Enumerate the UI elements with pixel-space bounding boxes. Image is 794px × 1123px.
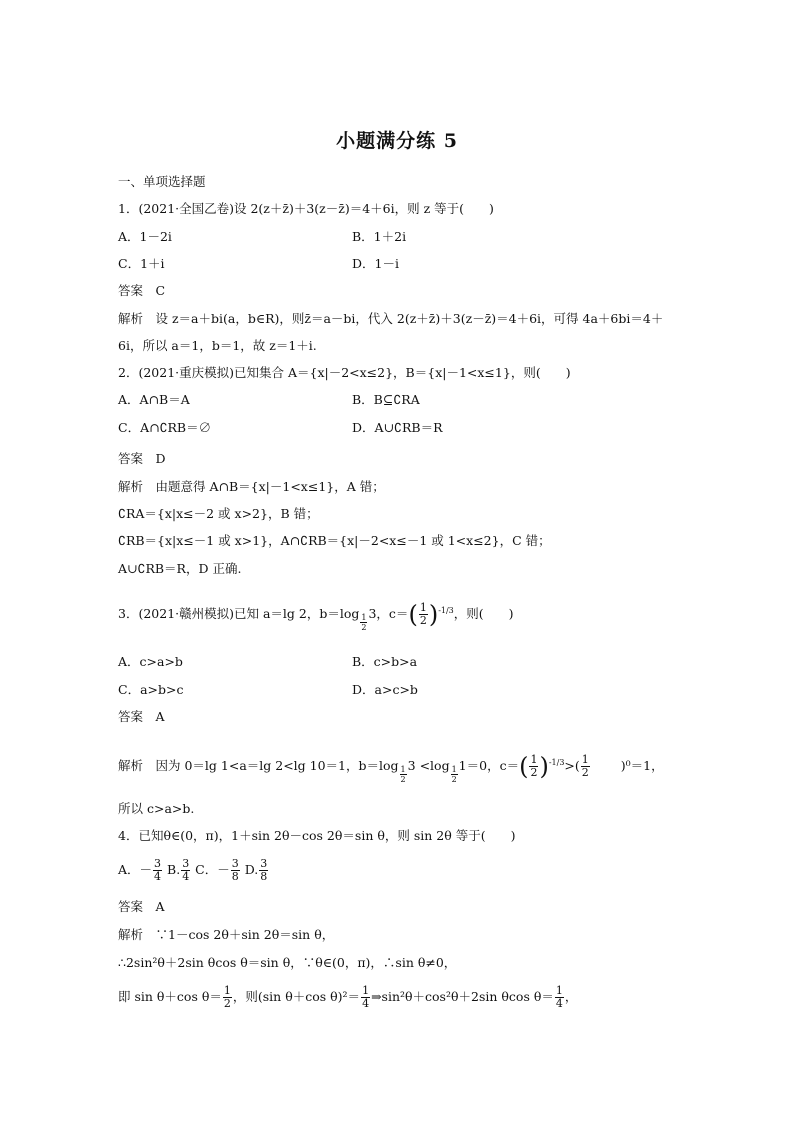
- q3-an-c-num: 1: [530, 753, 538, 766]
- q3-c-exponent: -1/3: [438, 605, 454, 615]
- q2-option-a: A．A∩B＝A: [118, 392, 190, 407]
- q4-analysis-line2: ∴2sin²θ＋2sin θcos θ＝sin θ，∵θ∈(0，π)，∴sin θ≠0，: [118, 955, 457, 970]
- q1-analysis-line1: 解析 设 z＝a＋bi(a，b∈R)，则z̄＝a－bi，代入 2(z＋z̄)＋3(z－z̄)＝4＋6i，可得 4a＋6bi＝4＋: [118, 311, 664, 326]
- q3-analysis-line2: 所以 c>a>b.: [118, 801, 195, 816]
- q3-stem-end: ，则( ): [453, 606, 514, 621]
- q4-analysis-line3: [118, 985, 577, 1010]
- q1-option-b: B．1＋2i: [352, 229, 407, 244]
- q2-answer: 答案 D: [118, 451, 166, 466]
- q4-l3-f2-den: 4: [362, 997, 370, 1010]
- q4-a-den: 4: [154, 870, 162, 883]
- q3-stem-mid: 3，c＝: [368, 606, 409, 621]
- q3-answer: 答案 A: [118, 709, 165, 724]
- q2-analysis-line1: 解析 由题意得 A∩B＝{x|－1<x≤1}，A 错；: [118, 479, 385, 494]
- q3-c-num: 1: [419, 601, 427, 614]
- q4-option-d: D.: [244, 862, 259, 877]
- q3-analysis-mid: 3 <log: [407, 758, 450, 773]
- q2-analysis-line3: ∁RB＝{x|x≤－1 或 x>1}，A∩∁RB＝{x|－2<x≤－1 或 1<x≤2}，C 错；: [118, 533, 551, 548]
- q3-option-d: D．a>c>b: [352, 682, 418, 697]
- q4-answer: 答案 A: [118, 899, 165, 914]
- q3-an-base2-den: 2: [451, 775, 457, 784]
- q2-option-c: C．A∩∁RB＝∅: [118, 420, 212, 435]
- q3-stem: 3．(2021·赣州模拟)已知 a＝lg 2，b＝log $\frac{1}{2}$ 3，c＝( $\frac{1}{2}$ )$^{-1/3}$，则( ): [118, 600, 514, 632]
- q3-analysis-text: 解析 因为 0＝lg 1<a＝lg 2<lg 10＝1，b＝log: [118, 758, 399, 773]
- q4-options: [118, 858, 269, 883]
- q4-l3-text-c: ⇒sin²θ＋cos²θ＋2sin θcos θ＝: [371, 989, 554, 1004]
- q3-analysis-end: )⁰＝1，: [620, 758, 664, 773]
- q4-c-num: 3: [231, 857, 239, 870]
- q4-l3-f1-den: 2: [223, 997, 231, 1010]
- q3-stem-text: 3．(2021·赣州模拟)已知 a＝lg 2，b＝log: [118, 606, 360, 621]
- q3-option-b: B．c>b>a: [352, 654, 418, 669]
- q2-analysis-line4: A∪∁RB＝R，D 正确.: [118, 561, 242, 576]
- q4-d-den: 8: [260, 870, 268, 883]
- q4-b-den: 4: [182, 870, 190, 883]
- q4-l3-f2-num: 1: [362, 984, 370, 997]
- q3-an-half-num: 1: [581, 753, 589, 766]
- q4-l3-f3-den: 4: [555, 997, 563, 1010]
- q4-c-den: 8: [231, 870, 239, 883]
- q4-l3-f1-num: 1: [223, 984, 231, 997]
- q1-analysis-line2: 6i，所以 a＝1，b＝1，故 z＝1＋i.: [118, 338, 317, 353]
- q4-l3-text-a: 即 sin θ＋cos θ＝: [118, 989, 222, 1004]
- q4-option-b: B.: [167, 862, 181, 877]
- q3-an-exponent: -1/3: [548, 757, 565, 767]
- q3-option-a: A．c>a>b: [118, 654, 183, 669]
- q3-option-c: C．a>b>c: [118, 682, 184, 697]
- q1-answer: 答案 C: [118, 283, 166, 298]
- q2-option-d: D．A∪∁RB＝R: [352, 420, 443, 435]
- q3-log-base-den: 2: [361, 623, 367, 632]
- q1-option-a: A．1－2i: [118, 229, 172, 244]
- q3-c-den: 2: [419, 614, 427, 627]
- q1-option-c: C．1＋i: [118, 256, 165, 271]
- q3-an-half-den: 2: [581, 766, 589, 779]
- q4-stem: 4．已知θ∈(0，π)，1＋sin 2θ－cos 2θ＝sin θ，则 sin 2θ 等于( ): [118, 828, 516, 843]
- q4-option-a: A．－: [118, 862, 153, 877]
- q3-analysis-mid2: 1＝0，c＝: [458, 758, 520, 773]
- q2-option-b: B．B⊆∁RA: [352, 392, 420, 407]
- section-heading: 一、单项选择题: [118, 174, 206, 189]
- q4-l3-f3-num: 1: [555, 984, 563, 997]
- q3-analysis-line1: 解析 因为 0＝lg 1<a＝lg 2<lg 10＝1，b＝log $\frac{1}{2}$ 3 <log $\frac{1}{2}$ 1＝0，c＝( $\frac{1}{2}$ )$^{-1/3}$>( $\frac{1}{2}$ )⁰＝1，: [118, 752, 664, 784]
- q2-stem: 2．(2021·重庆模拟)已知集合 A＝{x|－2<x≤2}，B＝{x|－1<x≤1}，则( ): [118, 365, 571, 380]
- q3-log-base-num: 1: [361, 613, 367, 622]
- q1-option-d: D．1－i: [352, 256, 399, 271]
- q4-b-num: 3: [182, 857, 190, 870]
- q3-analysis-gt: >(: [564, 758, 580, 773]
- q4-analysis-line1: 解析 ∵1－cos 2θ＋sin 2θ＝sin θ，: [118, 927, 335, 942]
- q2-analysis-line2: ∁RA＝{x|x≤－2 或 x>2}，B 错；: [118, 506, 319, 521]
- q4-l3-text-d: ，: [564, 989, 578, 1004]
- q3-an-c-den: 2: [530, 766, 538, 779]
- page-title: 小题满分练 5: [336, 130, 458, 152]
- q4-option-c: C．－: [195, 862, 230, 877]
- q3-an-base1-num: 1: [400, 765, 406, 774]
- q4-l3-text-b: ，则(sin θ＋cos θ)²＝: [232, 989, 361, 1004]
- q1-stem: 1．(2021·全国乙卷)设 2(z＋z̄)＋3(z－z̄)＝4＋6i，则 z 等于( ): [118, 201, 494, 216]
- q3-an-base1-den: 2: [400, 775, 406, 784]
- q3-an-base2-num: 1: [451, 765, 457, 774]
- q4-d-num: 3: [260, 857, 268, 870]
- q4-a-num: 3: [154, 857, 162, 870]
